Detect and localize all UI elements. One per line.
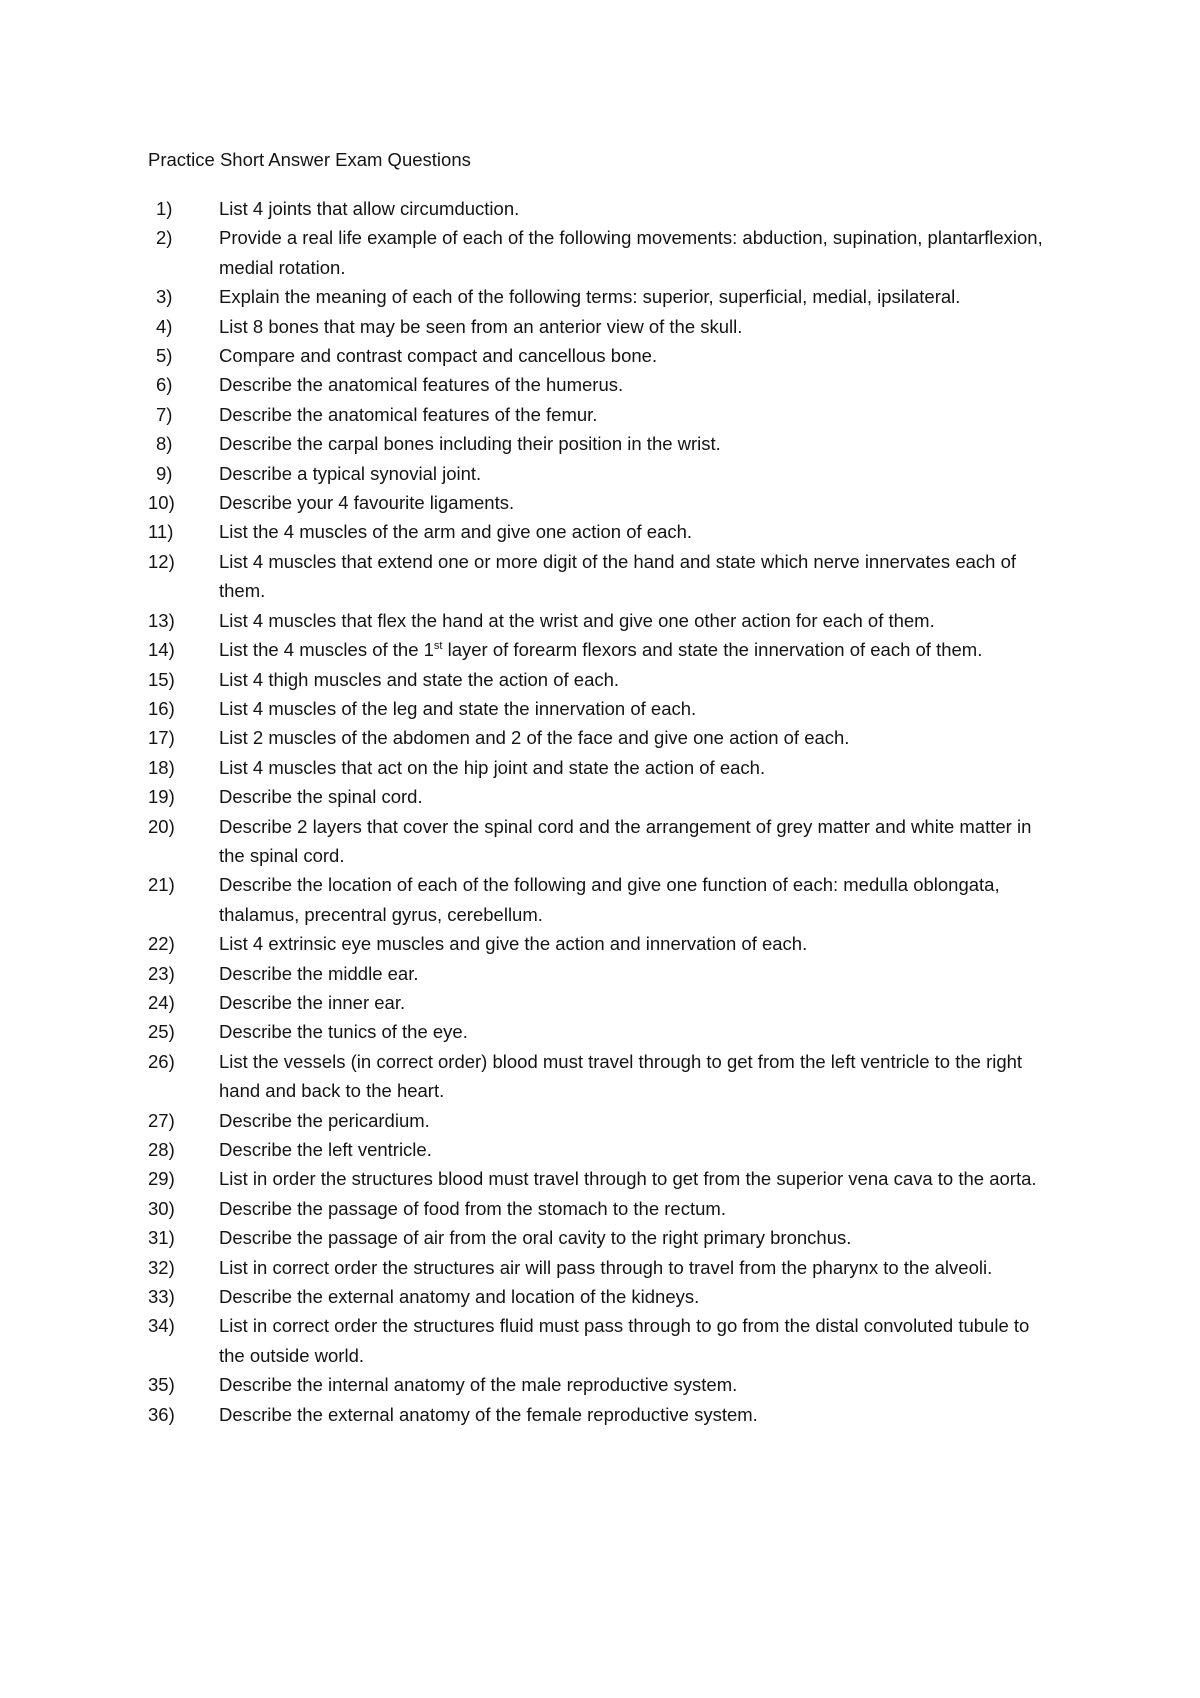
question-number: 24) <box>148 991 175 1013</box>
question-text: Describe the pericardium. <box>219 1109 430 1131</box>
question-number: 10) <box>148 492 175 514</box>
question-item <box>148 870 1048 929</box>
question-item <box>148 606 1048 635</box>
question-text: List 8 bones that may be seen from an anterior view of the skull. <box>219 315 743 337</box>
question-list <box>148 194 1048 1429</box>
question-text: List 4 muscles that extend one or more digit of the hand and state which nerve innervates each of them. <box>219 550 1016 602</box>
question-item <box>148 517 1048 546</box>
question-item <box>148 488 1048 517</box>
question-number: 19) <box>148 786 175 808</box>
question-item <box>148 370 1048 399</box>
question-text: Describe the passage of air from the oral cavity to the right primary bronchus. <box>219 1227 852 1249</box>
question-number: 11) <box>148 521 174 543</box>
question-item <box>148 429 1048 458</box>
question-text: Describe the spinal cord. <box>219 786 423 808</box>
question-number: 9) <box>156 462 173 484</box>
question-item <box>148 223 1048 282</box>
question-number: 31) <box>148 1227 175 1249</box>
question-text: List 4 muscles that flex the hand at the wrist and give one other action for each of them. <box>219 609 935 631</box>
question-text: List 4 thigh muscles and state the action of each. <box>219 668 620 690</box>
question-number: 12) <box>148 550 175 572</box>
question-text: Explain the meaning of each of the following terms: superior, superficial, medial, ipsilateral. <box>219 286 961 308</box>
question-text: Describe the carpal bones including their position in the wrist. <box>219 433 721 455</box>
question-text: Provide a real life example of each of the following movements: abduction, supination, plantarflexion, medial rotation. <box>219 227 1043 278</box>
question-item <box>148 694 1048 723</box>
question-text: List 4 muscles that act on the hip joint and state the action of each. <box>219 756 766 778</box>
question-number: 22) <box>148 933 175 955</box>
question-number: 2) <box>156 227 173 249</box>
question-text: Describe the external anatomy of the female reproductive system. <box>219 1403 758 1425</box>
question-item <box>148 547 1048 606</box>
question-number: 28) <box>148 1139 175 1160</box>
question-item <box>148 929 1048 958</box>
question-text: List in correct order the structures air will pass through to travel from the pharynx to the alveoli. <box>219 1256 993 1278</box>
question-text: Describe 2 layers that cover the spinal cord and the arrangement of grey matter and white matter in the spinal cord. <box>219 815 1032 866</box>
question-item <box>148 635 1048 664</box>
question-text: List the vessels (in correct order) blood must travel through to get from the left ventricle to the right hand and back to the heart. <box>219 1050 1023 1102</box>
page-title: Practice Short Answer Exam Questions <box>148 149 471 170</box>
question-item <box>148 1282 1048 1311</box>
question-text: Describe the location of each of the following and give one function of each: medulla oblongata, thalamus, precentral gyrus, cerebellum. <box>219 874 1000 925</box>
question-number: 7) <box>156 403 173 425</box>
question-text: Describe the external anatomy and location of the kidneys. <box>219 1286 700 1308</box>
question-item <box>148 459 1048 488</box>
question-item <box>148 194 1048 223</box>
question-text: List 4 joints that allow circumduction. <box>219 198 520 219</box>
question-text: Describe the anatomical features of the humerus. <box>219 374 624 396</box>
question-number: 15) <box>148 668 175 690</box>
question-number: 36) <box>148 1403 175 1425</box>
question-text: List 4 extrinsic eye muscles and give the action and innervation of each. <box>219 933 808 955</box>
question-text: List 2 muscles of the abdomen and 2 of the face and give one action of each. <box>219 727 850 749</box>
question-number: 5) <box>156 345 173 367</box>
question-item <box>148 959 1048 988</box>
question-number: 23) <box>148 962 175 984</box>
question-number: 27) <box>148 1109 175 1131</box>
question-item <box>148 1106 1048 1135</box>
question-item <box>148 1311 1048 1370</box>
question-text: Describe the inner ear. <box>219 991 406 1013</box>
question-text: Describe the internal anatomy of the male reproductive system. <box>219 1374 738 1396</box>
question-item <box>148 282 1048 311</box>
question-text: Describe a typical synovial joint. <box>219 462 482 484</box>
question-item <box>148 1400 1048 1429</box>
question-number: 16) <box>148 697 175 719</box>
question-number: 3) <box>156 286 173 308</box>
question-number: 26) <box>148 1050 175 1072</box>
question-text: List in correct order the structures fluid must pass through to go from the distal convoluted tubule to the outside world. <box>219 1315 1030 1366</box>
question-text: Compare and contrast compact and cancellous bone. <box>219 345 658 367</box>
question-number: 32) <box>148 1256 175 1278</box>
question-number: 1) <box>156 198 173 219</box>
question-text: List 4 muscles of the leg and state the innervation of each. <box>219 697 697 719</box>
question-number: 34) <box>148 1315 175 1337</box>
question-item <box>148 1223 1048 1252</box>
question-text-part: List the 4 muscles of the 1 <box>219 639 434 661</box>
question-number: 6) <box>156 374 173 396</box>
question-number: 17) <box>148 727 175 749</box>
question-number: 20) <box>148 815 175 837</box>
question-text: Describe the passage of food from the stomach to the rectum. <box>219 1197 726 1219</box>
question-text: List the 4 muscles of the arm and give one action of each. <box>219 521 693 543</box>
question-item <box>148 1164 1048 1193</box>
question-text: Describe the left ventricle. <box>219 1139 432 1160</box>
question-number: 13) <box>148 609 175 631</box>
question-item <box>148 988 1048 1017</box>
question-number: 18) <box>148 756 175 778</box>
question-text: Describe the tunics of the eye. <box>219 1021 468 1043</box>
question-number: 30) <box>148 1197 175 1219</box>
question-item <box>148 665 1048 694</box>
ordinal-superscript: st <box>433 639 443 652</box>
question-text: Describe the middle ear. <box>219 962 419 984</box>
question-number: 21) <box>148 874 175 896</box>
question-item <box>148 1194 1048 1223</box>
question-item <box>148 1135 1048 1164</box>
question-item <box>148 723 1048 752</box>
question-text: Describe your 4 favourite ligaments. <box>219 492 515 514</box>
question-item <box>148 782 1048 811</box>
question-number: 33) <box>148 1286 175 1308</box>
question-text: List in order the structures blood must travel through to get from the superior vena cava to the aorta. <box>219 1168 1037 1190</box>
question-item <box>148 812 1048 871</box>
question-number: 29) <box>148 1168 175 1190</box>
question-number: 35) <box>148 1374 175 1396</box>
question-text-part: layer of forearm flexors and state the innervation of each of them. <box>442 639 983 661</box>
question-item <box>148 400 1048 429</box>
question-text <box>219 639 982 660</box>
question-number: 25) <box>148 1021 175 1043</box>
question-item <box>148 1253 1048 1282</box>
question-item <box>148 1017 1048 1046</box>
question-item <box>148 1047 1048 1106</box>
question-number: 4) <box>156 315 173 337</box>
question-number: 8) <box>156 433 173 455</box>
question-text: Describe the anatomical features of the femur. <box>219 403 598 425</box>
question-number: 14) <box>148 639 175 661</box>
question-item <box>148 341 1048 370</box>
question-item <box>148 312 1048 341</box>
question-item <box>148 753 1048 782</box>
question-item <box>148 1370 1048 1399</box>
